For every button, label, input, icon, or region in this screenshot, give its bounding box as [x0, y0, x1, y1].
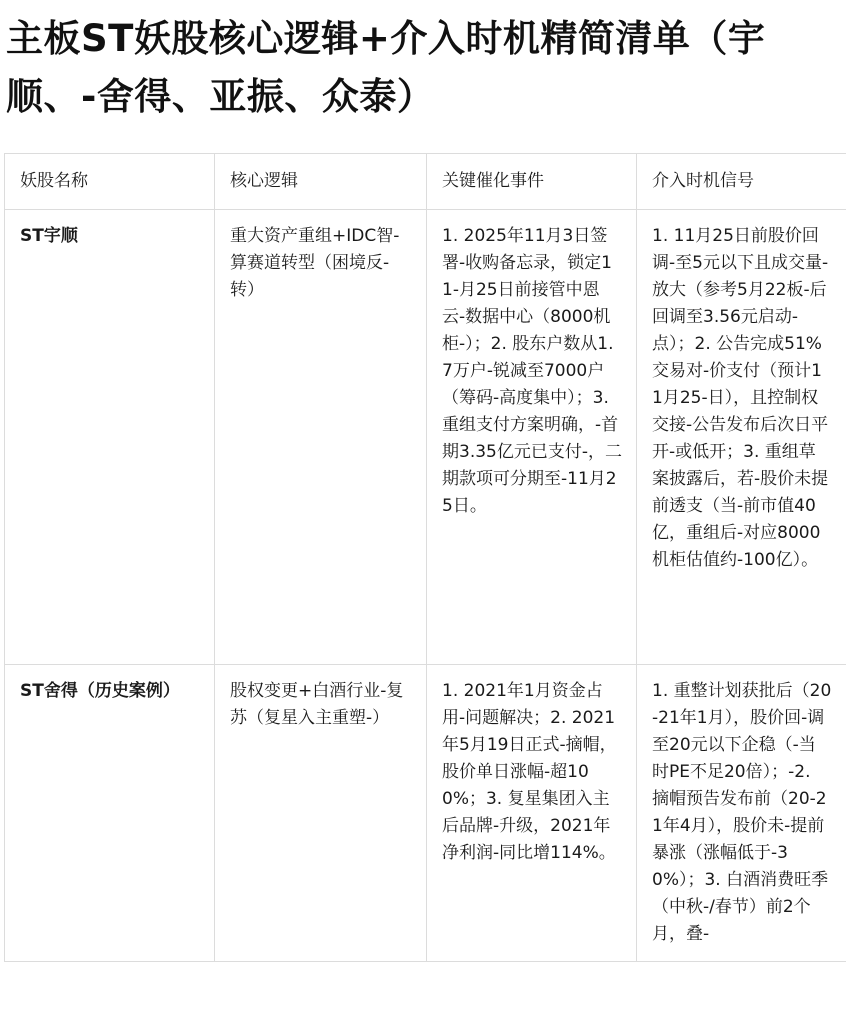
table-row	[5, 210, 847, 665]
cell-stock-name: ST宇顺	[5, 210, 215, 665]
header-catalyst-events: 关键催化事件	[427, 154, 637, 210]
header-core-logic: 核心逻辑	[215, 154, 427, 210]
table-container[interactable]	[4, 153, 846, 1033]
stock-table	[4, 153, 846, 962]
table-header-row	[5, 154, 847, 210]
cell-catalyst-events: 1. 2025年11月3日签署-收购备忘录，锁定11-月25日前接管中恩云-数据中心（8000机柜-）；2. 股东户数从1.7万户-锐减至7000户（筹码-高度集中）；3. 重组支付方案明确，-首期3.35亿元已支付-，二期款项可分期至-11月25日。	[427, 210, 637, 665]
table-row	[5, 665, 847, 962]
cell-stock-name: ST舍得（历史案例）	[5, 665, 215, 962]
cell-entry-signals: 1. 重整计划获批后（20-21年1月），股价回-调至20元以下企稳（-当时PE不足20倍）；-2. 摘帽预告发布前（20-21年4月），股价未-提前暴涨（涨幅低于-30%）；3. 白酒消费旺季（中秋-/春节）前2个月，叠-	[637, 665, 847, 962]
cell-catalyst-events: 1. 2021年1月资金占用-问题解决；2. 2021年5月19日正式-摘帽，股价单日涨幅-超100%；3. 复星集团入主后品牌-升级，2021年净利润-同比增114%。	[427, 665, 637, 962]
page-title: 主板ST妖股核心逻辑+介入时机精简清单（宇顺、-舍得、亚振、众泰）	[6, 17, 766, 118]
header-stock-name: 妖股名称	[5, 154, 215, 210]
cell-entry-signals: 1. 11月25日前股价回调-至5元以下且成交量-放大（参考5月22板-后回调至3.56元启动-点）；2. 公告完成51%交易对-价支付（预计11月25-日），且控制权交接-公告发布后次日平开-或低开；3. 重组草案披露后，若-股价未提前透支（当-前市值40亿，重组后-对应8000机柜估值约-100亿）。	[637, 210, 847, 665]
cell-core-logic: 重大资产重组+IDC智-算赛道转型（困境反-转）	[215, 210, 427, 665]
cell-core-logic: 股权变更+白酒行业-复苏（复星入主重塑-）	[215, 665, 427, 962]
header-entry-signals: 介入时机信号	[637, 154, 847, 210]
